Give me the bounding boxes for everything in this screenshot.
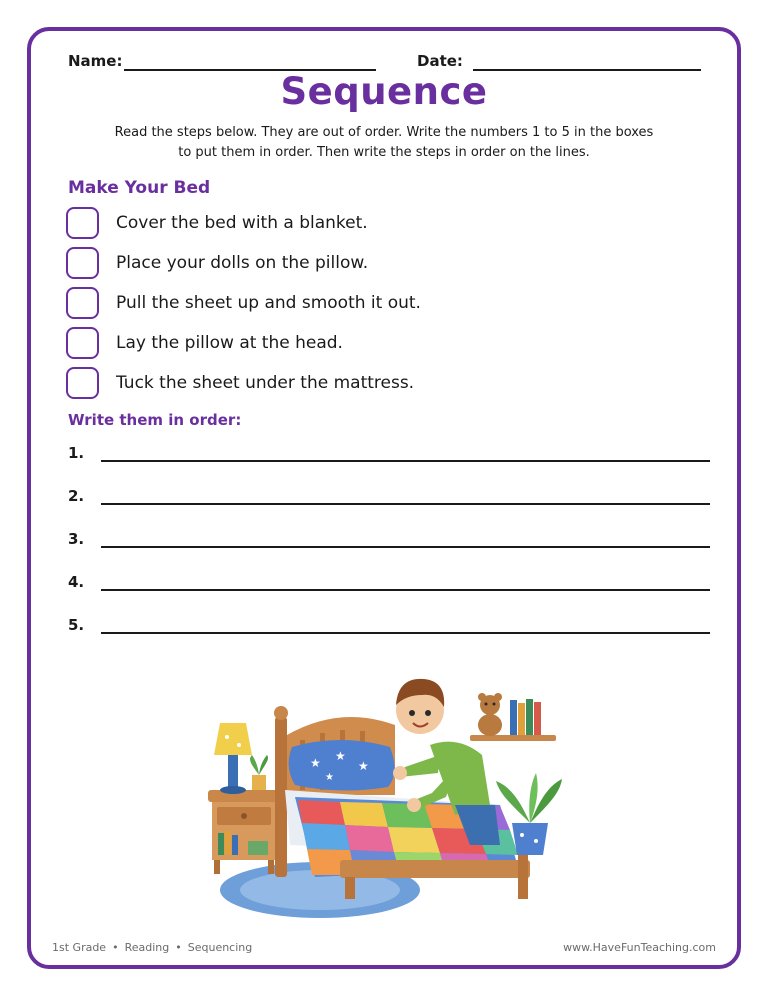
lamp — [214, 723, 252, 794]
page-title: Sequence — [280, 70, 488, 113]
step-item — [66, 286, 706, 326]
svg-text:★: ★ — [310, 756, 321, 770]
answer-number: 4. — [68, 573, 85, 591]
answer-number: 3. — [68, 530, 85, 548]
number-box[interactable] — [66, 247, 99, 279]
svg-text:★: ★ — [335, 749, 346, 763]
answer-row — [68, 483, 710, 526]
step-item — [66, 206, 706, 246]
instructions — [90, 123, 678, 163]
answer-line[interactable] — [101, 589, 710, 591]
answer-row — [68, 440, 710, 483]
separator-dot: • — [175, 941, 182, 954]
steps-list — [66, 206, 706, 406]
answer-line[interactable] — [101, 503, 710, 505]
step-item — [66, 246, 706, 286]
instructions-line: Read the steps below. They are out of order. Write the numbers 1 to 5 in the boxes — [114, 125, 654, 140]
svg-text:★: ★ — [325, 772, 334, 783]
answer-line[interactable] — [101, 460, 710, 462]
answer-number: 1. — [68, 444, 85, 462]
wall-shelf — [470, 693, 556, 741]
name-label: Name: — [68, 52, 123, 70]
instructions-line: to put them in order. Then write the steps in order on the lines. — [178, 145, 590, 160]
step-text: Pull the sheet up and smooth it out. — [116, 293, 421, 313]
boy-making-bed-illustration — [200, 655, 570, 930]
step-item — [66, 366, 706, 406]
pillow — [289, 740, 395, 791]
answer-row — [68, 526, 710, 569]
date-label: Date: — [417, 52, 463, 70]
small-plant — [250, 755, 268, 790]
topic-tag: Sequencing — [187, 941, 253, 954]
nightstand — [208, 790, 280, 874]
footer-tags — [52, 941, 252, 954]
number-box[interactable] — [66, 367, 99, 399]
activity-heading: Make Your Bed — [68, 178, 211, 198]
answer-lines — [68, 440, 710, 655]
step-text: Cover the bed with a blanket. — [116, 213, 368, 233]
step-text: Lay the pillow at the head. — [116, 333, 343, 353]
number-box[interactable] — [66, 207, 99, 239]
order-heading: Write them in order: — [68, 411, 242, 429]
footer-website[interactable]: www.HaveFunTeaching.com — [563, 941, 716, 954]
grade-tag: 1st Grade — [52, 941, 107, 954]
number-box[interactable] — [66, 287, 99, 319]
step-text: Tuck the sheet under the mattress. — [116, 373, 415, 393]
subject-tag: Reading — [124, 941, 170, 954]
number-box[interactable] — [66, 327, 99, 359]
answer-line[interactable] — [101, 632, 710, 634]
answer-row — [68, 569, 710, 612]
answer-number: 2. — [68, 487, 85, 505]
svg-text:★: ★ — [358, 759, 369, 773]
separator-dot: • — [112, 941, 119, 954]
step-item — [66, 326, 706, 366]
answer-line[interactable] — [101, 546, 710, 548]
step-text: Place your dolls on the pillow. — [116, 253, 369, 273]
answer-row — [68, 612, 710, 655]
answer-number: 5. — [68, 616, 85, 634]
